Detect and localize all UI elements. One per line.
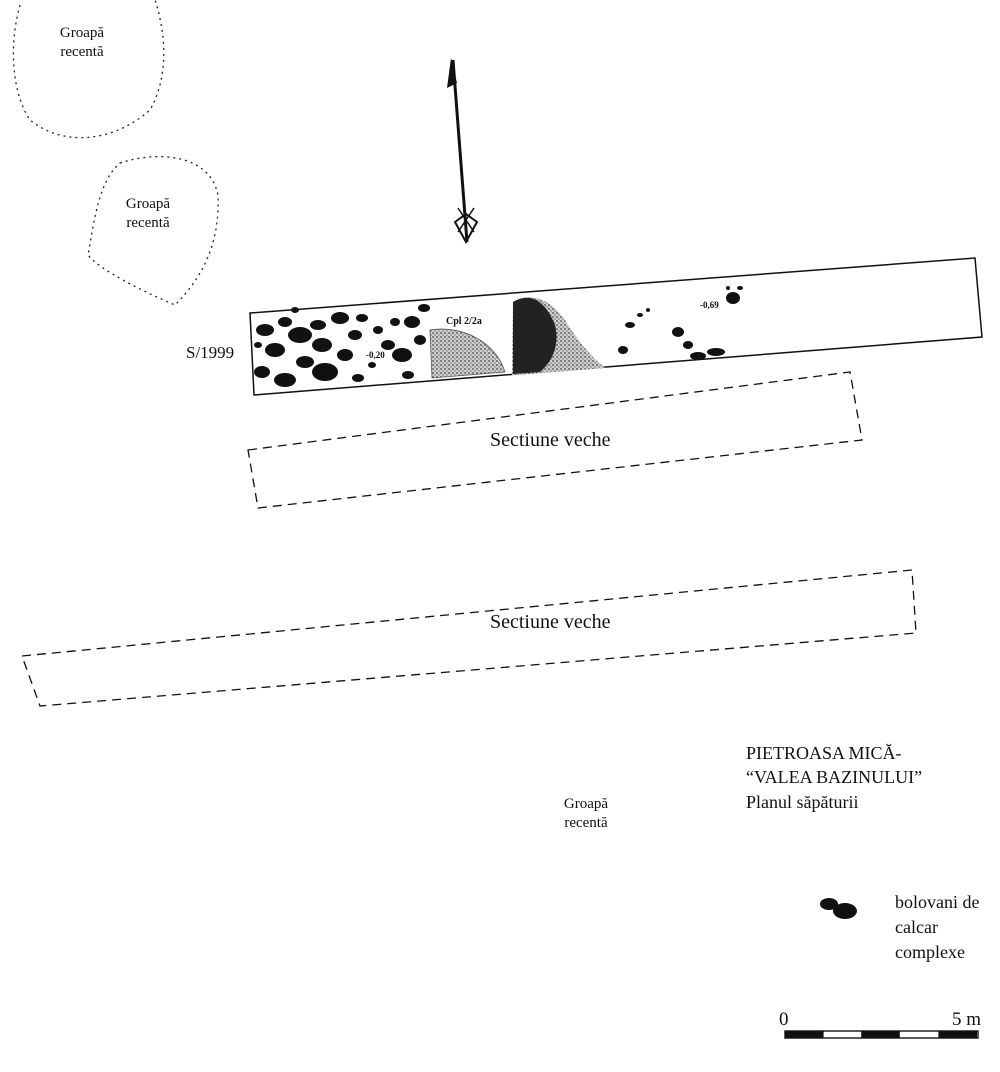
- title-line: “VALEA BAZINULUI”: [746, 767, 923, 788]
- trench-label: S/1999: [186, 343, 235, 362]
- pit-label-line: Groapă: [125, 196, 171, 212]
- depth-label: -0,20: [366, 350, 385, 360]
- north-arrow-icon: [447, 58, 477, 242]
- complex-label: Cpl 2/2a: [446, 316, 482, 327]
- title-line: PIETROASA MICĂ-: [746, 743, 902, 763]
- pit-label-line: Groapă: [59, 25, 105, 41]
- pit-label-line: recentă: [60, 43, 104, 60]
- recent-pit-label: [546, 795, 626, 833]
- pit-label-line: recentă: [564, 814, 608, 831]
- old-section-outline-2: [22, 570, 916, 706]
- recent-pit-label: [108, 195, 188, 233]
- scale-end-label: 5 m: [952, 1009, 982, 1030]
- limestone-boulder-icon: [820, 898, 857, 919]
- legend-line: calcar: [895, 917, 938, 938]
- scale-start-label: 0: [779, 1009, 789, 1030]
- pit-label-line: recentă: [126, 214, 170, 231]
- recent-pit-label: [42, 24, 122, 62]
- old-section-label: Sectiune veche: [490, 611, 611, 633]
- scale-bar: [785, 1031, 978, 1038]
- plan-title: [746, 741, 922, 814]
- old-section-label: Sectiune veche: [490, 429, 611, 451]
- legend-text: [895, 890, 979, 966]
- pit-label-line: Groapă: [563, 796, 609, 812]
- recent-pit-outline-1: [13, 0, 163, 138]
- legend-line: bolovani de: [895, 892, 980, 912]
- title-subtitle: Planul săpăturii: [746, 791, 859, 812]
- trench-s1999: [250, 258, 982, 395]
- legend-line: complexe: [895, 942, 965, 963]
- depth-label: -0,69: [700, 300, 719, 310]
